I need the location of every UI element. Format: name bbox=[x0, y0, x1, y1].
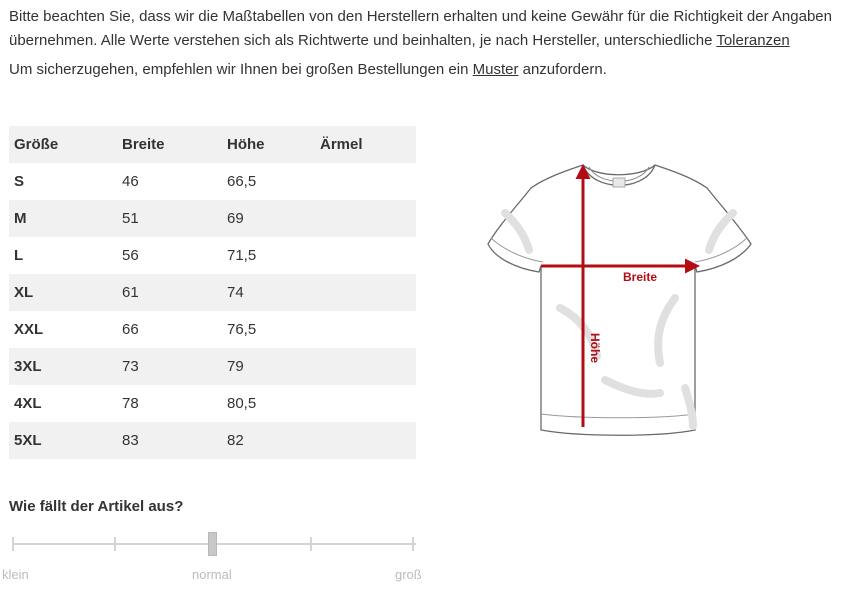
fit-slider[interactable] bbox=[9, 531, 419, 557]
width-cell: 73 bbox=[122, 358, 139, 375]
size-cell: M bbox=[14, 210, 27, 227]
tshirt-outline bbox=[488, 165, 751, 435]
sleeve-cell bbox=[315, 385, 416, 422]
sample-link[interactable]: Muster bbox=[472, 61, 519, 78]
height-cell: 76,5 bbox=[227, 321, 257, 338]
sleeve-cell bbox=[315, 163, 416, 200]
size-table-header bbox=[9, 126, 416, 163]
size-table bbox=[9, 126, 416, 459]
header-height: Höhe bbox=[227, 136, 265, 153]
width-label: Breite bbox=[623, 270, 658, 284]
header-size: Größe bbox=[14, 136, 59, 153]
tshirt-measurement-diagram bbox=[485, 158, 755, 443]
table-row bbox=[9, 311, 416, 348]
size-cell: S bbox=[14, 173, 25, 190]
size-cell: XXL bbox=[14, 321, 44, 338]
sleeve-cell bbox=[315, 311, 416, 348]
width-cell: 61 bbox=[122, 284, 139, 301]
fit-label-large: groß bbox=[395, 567, 422, 582]
table-row bbox=[9, 274, 416, 311]
height-cell: 71,5 bbox=[227, 247, 257, 264]
height-cell: 66,5 bbox=[227, 173, 257, 190]
header-width: Breite bbox=[122, 136, 165, 153]
width-cell: 78 bbox=[122, 395, 139, 412]
size-disclaimer bbox=[9, 5, 834, 82]
table-row bbox=[9, 385, 416, 422]
size-cell: 3XL bbox=[14, 358, 42, 375]
height-cell: 82 bbox=[227, 432, 244, 449]
sleeve-cell bbox=[315, 237, 416, 274]
sleeve-cell bbox=[315, 422, 416, 459]
table-row bbox=[9, 422, 416, 459]
size-cell: L bbox=[14, 247, 24, 264]
tolerance-link[interactable]: Toleranzen bbox=[716, 32, 790, 49]
width-cell: 56 bbox=[122, 247, 139, 264]
size-cell: 4XL bbox=[14, 395, 42, 412]
sleeve-cell bbox=[315, 200, 416, 237]
sample-text-before: Um sicherzugehen, empfehlen wir Ihnen bei großen Bestellungen ein bbox=[9, 61, 473, 78]
height-cell: 80,5 bbox=[227, 395, 257, 412]
height-cell: 79 bbox=[227, 358, 244, 375]
header-sleeve: Ärmel bbox=[320, 136, 363, 153]
slider-tick bbox=[12, 537, 14, 551]
fit-label-normal: normal bbox=[192, 567, 232, 582]
table-row bbox=[9, 237, 416, 274]
width-cell: 51 bbox=[122, 210, 139, 227]
sleeve-cell bbox=[315, 274, 416, 311]
disclaimer-paragraph bbox=[9, 5, 834, 53]
slider-tick bbox=[310, 537, 312, 551]
slider-tick bbox=[412, 537, 414, 551]
slider-handle[interactable] bbox=[208, 532, 217, 556]
tshirt-label-icon bbox=[613, 178, 625, 187]
sleeve-cell bbox=[315, 348, 416, 385]
fit-question: Wie fällt der Artikel aus? bbox=[9, 498, 184, 515]
size-cell: 5XL bbox=[14, 432, 42, 449]
width-cell: 66 bbox=[122, 321, 139, 338]
height-label: Höhe bbox=[588, 333, 602, 363]
size-cell: XL bbox=[14, 284, 34, 301]
table-row bbox=[9, 163, 416, 200]
disclaimer-text: Bitte beachten Sie, dass wir die Maßtabellen von den Herstellern erhalten und keine Gewähr für die Richtigkeit der Angaben übernehmen. Alle Werte verstehen sich als Richtwerte und beinhalten, je nach Hersteller, unterschiedliche bbox=[9, 8, 832, 49]
slider-tick bbox=[114, 537, 116, 551]
width-cell: 83 bbox=[122, 432, 139, 449]
width-cell: 46 bbox=[122, 173, 139, 190]
height-cell: 74 bbox=[227, 284, 244, 301]
fit-label-small: klein bbox=[2, 567, 29, 582]
sample-paragraph bbox=[9, 58, 834, 82]
table-row bbox=[9, 348, 416, 385]
table-row bbox=[9, 200, 416, 237]
height-cell: 69 bbox=[227, 210, 244, 227]
sample-text-after: anzufordern. bbox=[518, 61, 607, 78]
